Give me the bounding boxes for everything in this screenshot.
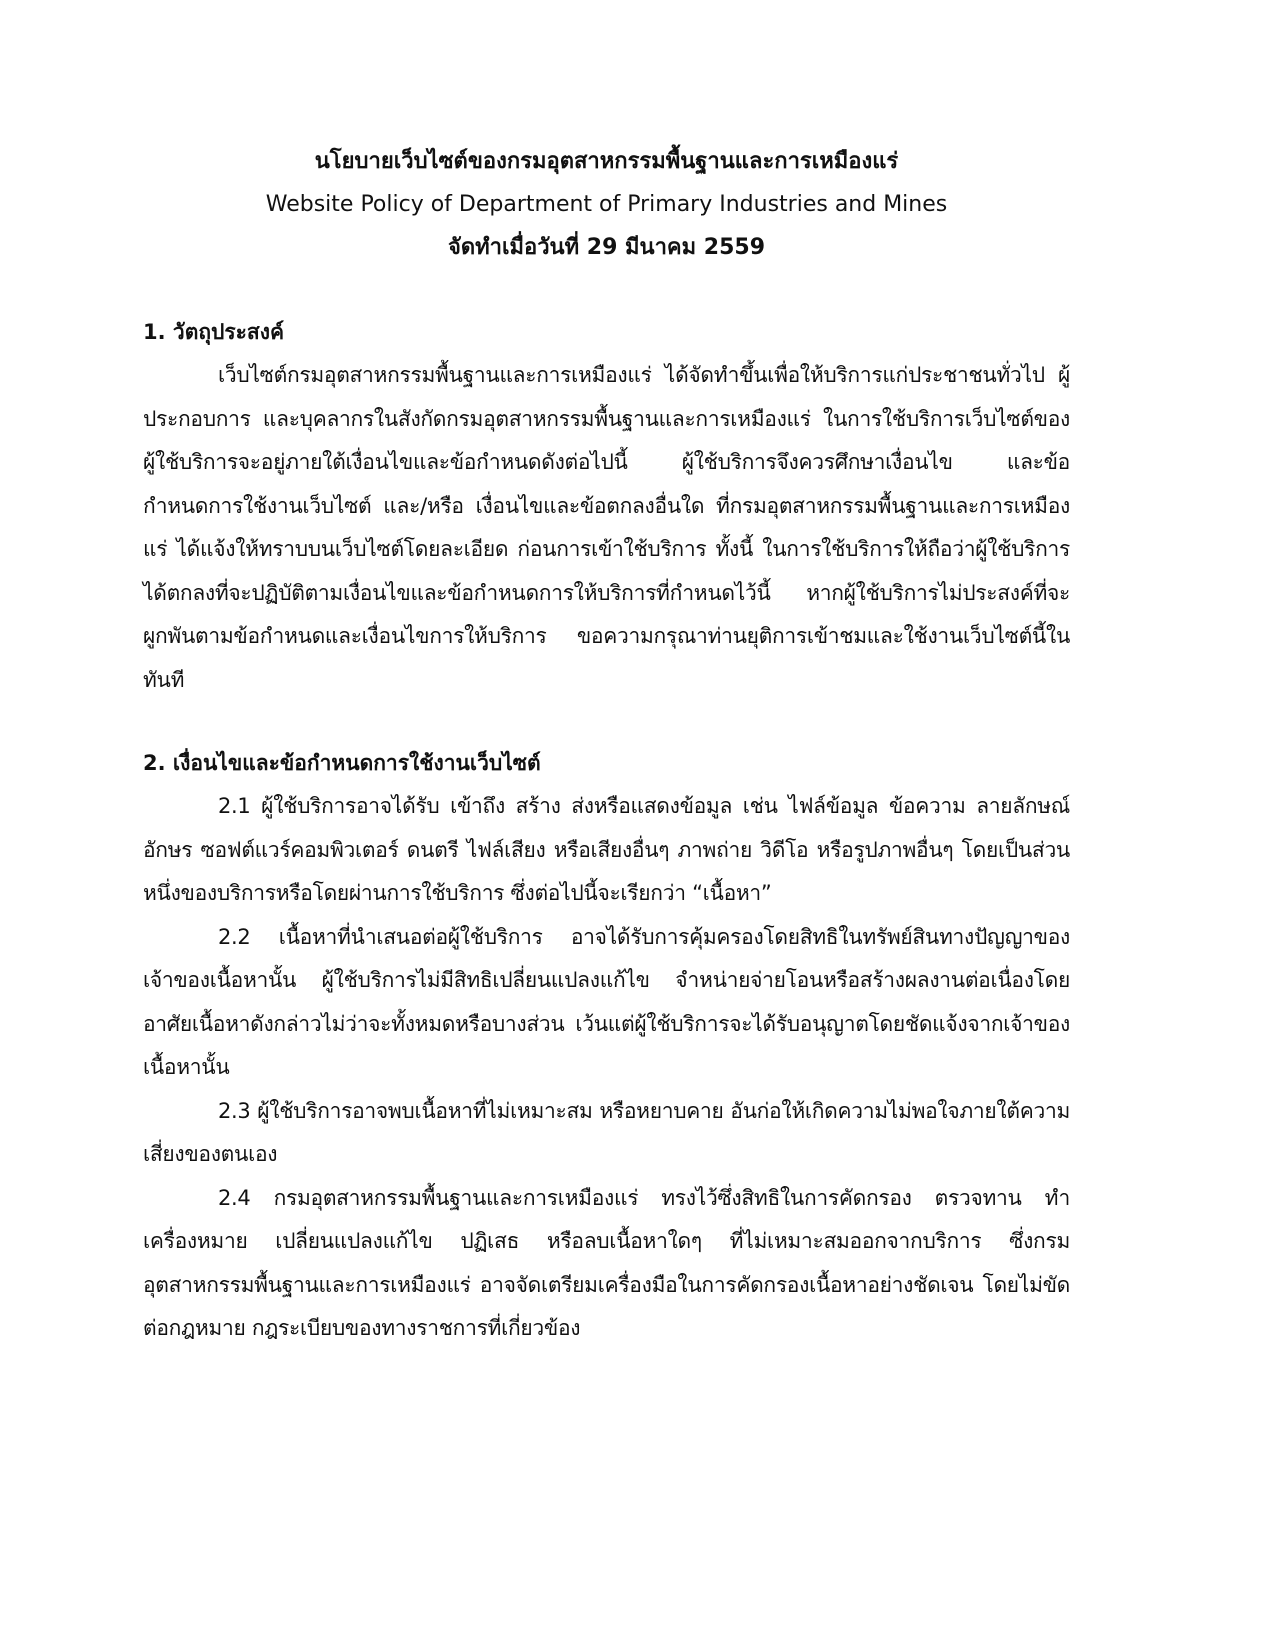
document-page: [143, 140, 1070, 1351]
paragraph: เว็บไซต์กรมอุตสาหกรรมพื้นฐานและการเหมืองแร่ ได้จัดทำขึ้นเพื่อให้บริการแก่ประชาชนทั่วไป ผู้ประกอบการ และบุคลากรในสังกัดกรมอุตสาหกรรมพื้นฐานและการเหมืองแร่ ในการใช้บริการเว็บไซต์ของผู้ใช้บริการจะอยู่ภายใต้เงื่อนไขและข้อกำหนดดังต่อไปนี้ ผู้ใช้บริการจึงควรศึกษาเงื่อนไข และข้อกำหนดการใช้งานเว็บไซต์ และ/หรือ เงื่อนไขและข้อตกลงอื่นใด ที่กรมอุตสาหกรรมพื้นฐานและการเหมืองแร่ ได้แจ้งให้ทราบบนเว็บไซต์โดยละเอียด ก่อนการเข้าใช้บริการ ทั้งนี้ ในการใช้บริการให้ถือว่าผู้ใช้บริการได้ตกลงที่จะปฏิบัติตามเงื่อนไขและข้อกำหนดการให้บริการที่กำหนดไว้นี้ หากผู้ใช้บริการไม่ประสงค์ที่จะผูกพันตามข้อกำหนดและเงื่อนไขการให้บริการ ขอความกรุณาท่านยุติการเข้าชมและใช้งานเว็บไซต์นี้ในทันที: [143, 363, 1070, 692]
title-block: [143, 140, 1070, 269]
title-thai: นโยบายเว็บไซต์ของกรมอุตสาหกรรมพื้นฐานและการเหมืองแร่: [314, 149, 899, 174]
clause-2-3: 2.3 ผู้ใช้บริการอาจพบเนื้อหาที่ไม่เหมาะสม หรือหยาบคาย อันก่อให้เกิดความไม่พอใจภายใต้ความเสี่ยงของตนเอง: [143, 1098, 1070, 1166]
clause-2-2: 2.2 เนื้อหาที่นำเสนอต่อผู้ใช้บริการ อาจได้รับการคุ้มครองโดยสิทธิในทรัพย์สินทางปัญญาของเจ้าของเนื้อหานั้น ผู้ใช้บริการไม่มีสิทธิเปลี่ยนแปลงแก้ไข จำหน่ายจ่ายโอนหรือสร้างผลงานต่อเนื่องโดยอาศัยเนื้อหาดังกล่าวไม่ว่าจะทั้งหมดหรือบางส่วน เว้นแต่ผู้ใช้บริการจะได้รับอนุญาตโดยชัดแจ้งจากเจ้าของเนื้อหานั้น: [143, 924, 1070, 1079]
clause-2-4: 2.4 กรมอุตสาหกรรมพื้นฐานและการเหมืองแร่ ทรงไว้ซึ่งสิทธิในการคัดกรอง ตรวจทาน ทำเครื่องหมาย เปลี่ยนแปลงแก้ไข ปฏิเสธ หรือลบเนื้อหาใดๆ ที่ไม่เหมาะสมออกจากบริการ ซึ่งกรมอุตสาหกรรมพื้นฐานและการเหมืองแร่ อาจจัดเตรียมเครื่องมือในการคัดกรองเนื้อหาอย่างชัดเจน โดยไม่ขัดต่อกฎหมาย กฎระเบียบของทางราชการที่เกี่ยวข้อง: [143, 1185, 1070, 1340]
clause-2-1: 2.1 ผู้ใช้บริการอาจได้รับ เข้าถึง สร้าง ส่งหรือแสดงข้อมูล เช่น ไฟล์ข้อมูล ข้อความ ลายลักษณ์อักษร ซอฟต์แวร์คอมพิวเตอร์ ดนตรี ไฟล์เสียง หรือเสียงอื่นๆ ภาพถ่าย วิดีโอ หรือรูปภาพอื่นๆ โดยเป็นส่วนหนึ่งของบริการหรือโดยผ่านการใช้บริการ ซึ่งต่อไปนี้จะเรียกว่า “เนื้อหา”: [143, 794, 1070, 905]
title-english: Website Policy of Department of Primary Industries and Mines: [265, 192, 948, 217]
section-heading: 2. เงื่อนไขและข้อกำหนดการใช้งานเว็บไซต์: [143, 751, 541, 775]
section-heading: 1. วัตถุประสงค์: [143, 320, 285, 344]
section-terms-conditions: [143, 742, 1070, 1351]
section-objectives: [143, 311, 1070, 702]
document-date: จัดทำเมื่อวันที่ 29 มีนาคม 2559: [447, 235, 766, 260]
